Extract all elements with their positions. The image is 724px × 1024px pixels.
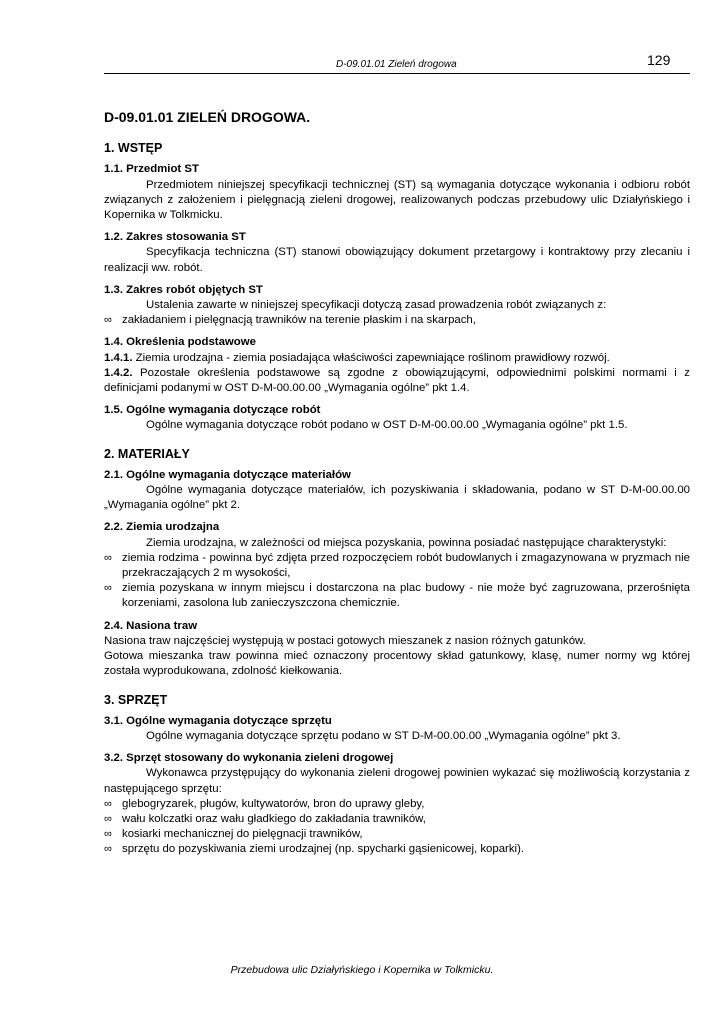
bullet-text: ziemia rodzima - powinna być zdjęta przed rozpoczęciem robót budowlanych i zmagazynowana w pryzmach nie przekraczających 2 m wysokości, [122, 551, 690, 580]
paragraph: Wykonawca przystępujący do wykonania zieleni drogowej powinien wykazać się możliwością korzystania z następującego sprzętu: [104, 767, 690, 795]
paragraph: Ustalenia zawarte w niniejszej specyfikacji dotyczą zasad prowadzenia robót związanych z: [146, 299, 607, 312]
bullet-text: wału kolczatki oraz wału gładkiego do zakładania trawników, [122, 812, 426, 825]
definition-paragraph [104, 366, 690, 396]
bullet-text: ziemia pozyskana w innym miejscu i dostarczona na plac budowy - nie może być zagruzowana, przerośnięta korzeniami, zasolona lub zanieczyszczona chemicznie. [122, 582, 690, 610]
document-body [104, 110, 690, 858]
subsection-heading: 2.4. Nasiona traw [104, 619, 198, 632]
bullet-icon: ∞ [104, 812, 112, 825]
definition-text: Pozostałe określenia podstawowe są zgodne z obowiązującymi, odpowiednimi polskimi normami i z definicjami podanymi w OST D-M-00.00.00 „Wymagania ogólne” pkt 1.4. [104, 366, 690, 395]
subsection-heading: 3.2. Sprzęt stosowany do wykonania zieleni drogowej [104, 752, 394, 765]
bullet-icon: ∞ [104, 582, 112, 595]
bullet-item [104, 842, 690, 857]
bullet-icon: ∞ [104, 314, 112, 327]
bullet-text: sprzętu do pozyskiwania ziemi urodzajnej (np. spycharki gąsienicowej, koparki). [122, 843, 525, 856]
paragraph: Ogólne wymagania dotyczące robót podano w OST D-M-00.00.00 „Wymagania ogólne” pkt 1.5. [146, 419, 628, 432]
definition-number: 1.4.2. [104, 366, 133, 379]
paragraph: Nasiona traw najczęściej występują w postaci gotowych mieszanek z nasion różnych gatunków. [104, 634, 586, 647]
page-footer: Przebudowa ulic Działyńskiego i Kopernika w Tolkmicku. [230, 964, 494, 976]
bullet-icon: ∞ [104, 551, 112, 564]
subsection-heading: 1.3. Zakres robót objętych ST [104, 283, 263, 296]
bullet-icon: ∞ [104, 797, 112, 810]
subsection-heading: 1.4. Określenia podstawowe [104, 336, 256, 349]
bullet-item [104, 313, 690, 328]
subsection-heading: 3.1. Ogólne wymagania dotyczące sprzętu [104, 714, 332, 727]
header-rule [104, 73, 690, 74]
bullet-item [104, 551, 690, 581]
page-number: 129 [647, 52, 671, 68]
bullet-text: zakładaniem i pielęgnacją trawników na terenie płaskim i na skarpach, [122, 314, 476, 327]
paragraph: Ogólne wymagania dotyczące sprzętu podano w ST D-M-00.00.00 „Wymagania ogólne” pkt 3. [146, 729, 621, 742]
paragraph: Gotowa mieszanka traw powinna mieć oznaczony procentowy skład gatunkowy, klasę, numer normy wg której została wyprodukowana, zdolność kiełkowania. [104, 650, 690, 678]
subsection-heading: 1.2. Zakres stosowania ST [104, 231, 246, 244]
bullet-item [104, 797, 690, 812]
subsection-heading: 2.1. Ogólne wymagania dotyczące materiałów [104, 468, 351, 481]
section-heading-materials: 2. MATERIAŁY [104, 446, 190, 461]
paragraph: Przedmiotem niniejszej specyfikacji technicznej (ST) są wymagania dotyczące wykonania i odbioru robót związanych z założeniem i pielęgnacją zieleni drogowej, realizowanych podczas przebudowy ulic Działyńskiego i Kopernika w Tolkmicku. [104, 178, 690, 222]
bullet-text: kosiarki mechanicznej do pielęgnacji trawników, [122, 828, 363, 841]
paragraph: Specyfikacja techniczna (ST) stanowi obowiązujący dokument przetargowy i kontraktowy przy zlecaniu i realizacji ww. robót. [104, 246, 690, 274]
bullet-item [104, 827, 690, 842]
bullet-item [104, 581, 690, 611]
running-header-title: D-09.01.01 Zieleń drogowa [336, 59, 457, 70]
bullet-icon: ∞ [104, 828, 112, 841]
subsection-heading: 1.5. Ogólne wymagania dotyczące robót [104, 404, 321, 417]
subsection-heading: 2.2. Ziemia urodzajna [104, 521, 220, 534]
bullet-item [104, 812, 690, 827]
document-title: D-09.01.01 ZIELEŃ DROGOWA. [104, 109, 311, 125]
bullet-icon: ∞ [104, 843, 112, 856]
definition-number: 1.4.1. [104, 351, 133, 364]
definition-paragraph [104, 351, 690, 366]
paragraph: Ziemia urodzajna, w zależności od miejsca pozyskania, powinna posiadać następujące charakterystyki: [146, 536, 667, 549]
section-heading-equipment: 3. SPRZĘT [104, 692, 168, 707]
bullet-text: glebogryzarek, pługów, kultywatorów, bron do uprawy gleby, [122, 797, 425, 810]
definition-text: Ziemia urodzajna - ziemia posiadająca właściwości zapewniające roślinom prawidłowy rozwój. [132, 351, 610, 364]
paragraph: Ogólne wymagania dotyczące materiałów, ich pozyskiwania i składowania, podano w ST D-M-00.00.00 „Wymagania ogólne” pkt 2. [104, 484, 690, 512]
subsection-heading: 1.1. Przedmiot ST [104, 163, 199, 176]
section-heading-intro: 1. WSTĘP [104, 141, 163, 156]
